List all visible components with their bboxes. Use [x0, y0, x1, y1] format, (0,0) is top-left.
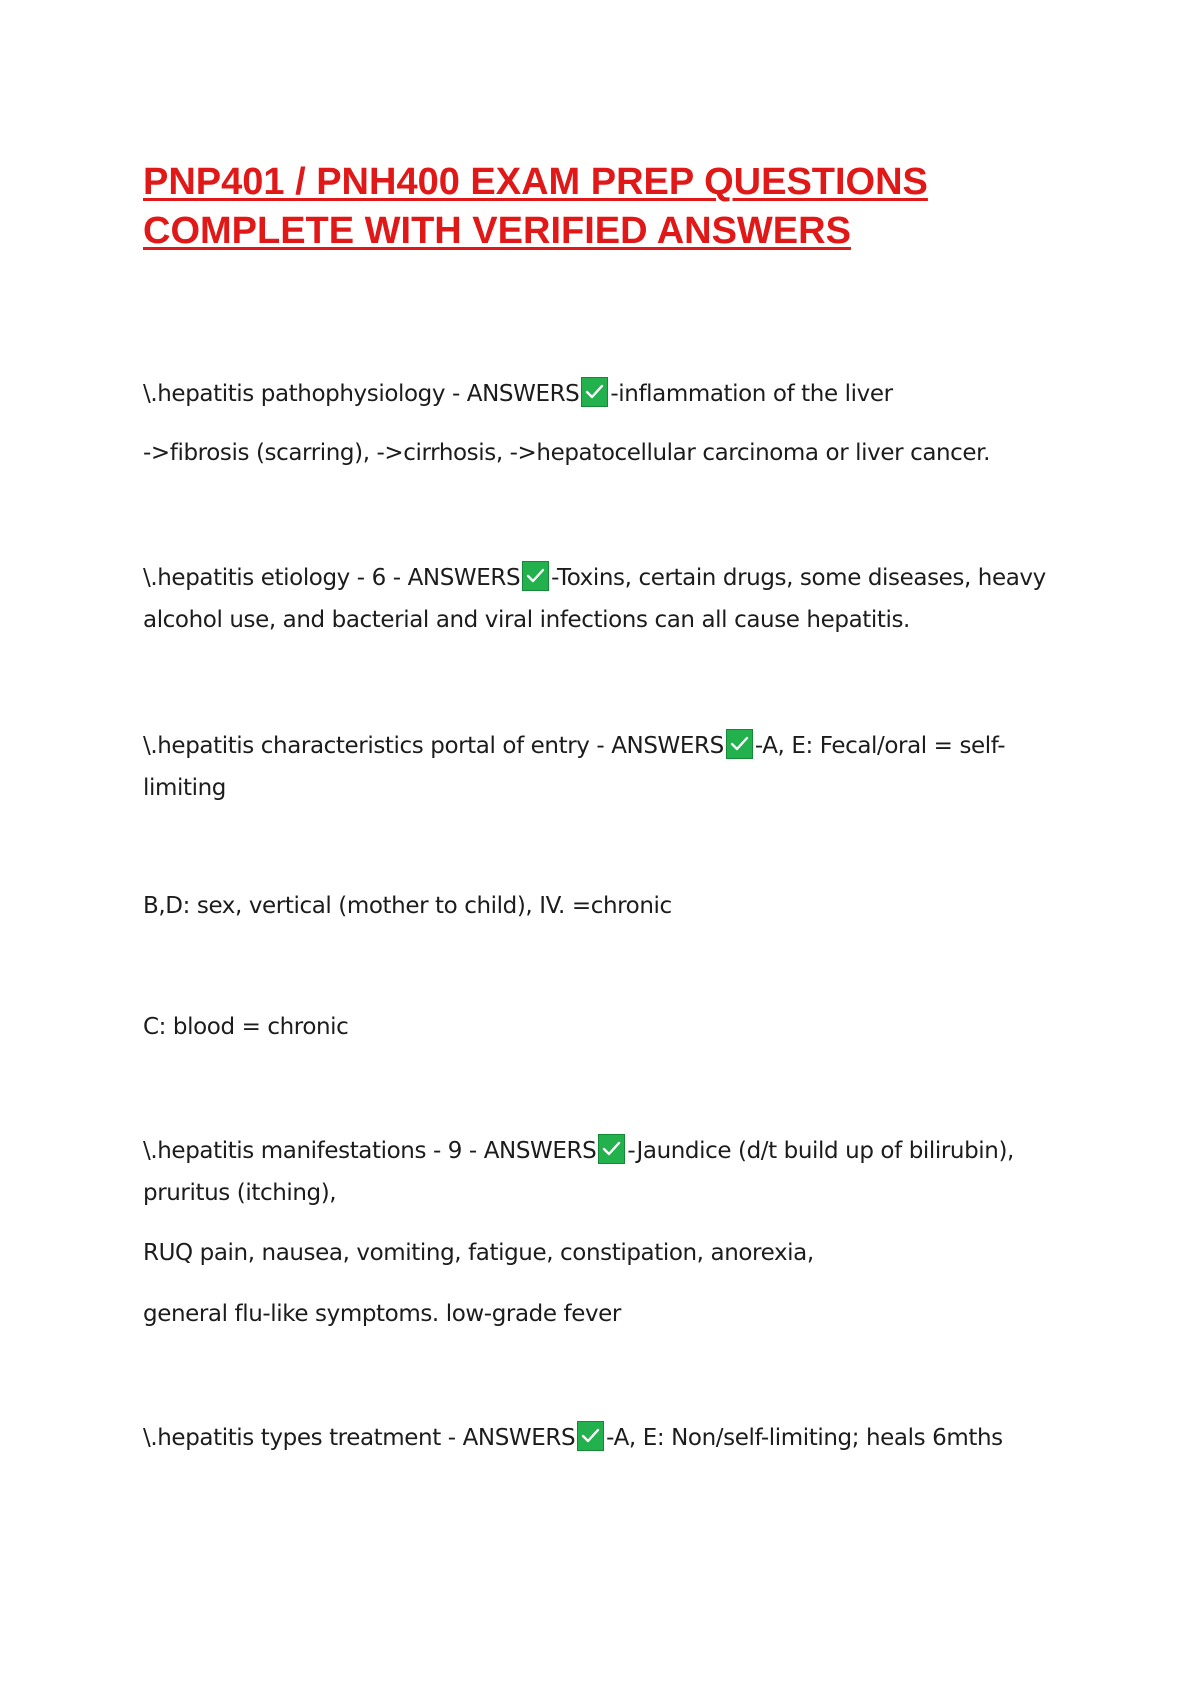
answer-text: -Jaundice (d/t build up of bilirubin), — [627, 1138, 1014, 1164]
question-text: \.hepatitis types treatment - ANSWERS — [143, 1425, 576, 1451]
answer-text: -A, E: Fecal/oral = self- — [754, 733, 1006, 759]
answer-continuation: limiting — [143, 775, 226, 801]
document-title — [143, 158, 1063, 256]
question-text: \.hepatitis manifestations - 9 - ANSWERS — [143, 1138, 597, 1164]
answer-text: -Toxins, certain drugs, some diseases, heavy — [551, 565, 1046, 591]
answer-continuation: ->fibrosis (scarring), ->cirrhosis, ->hepatocellular carcinoma or liver cancer. — [143, 440, 991, 466]
question-text: \.hepatitis etiology - 6 - ANSWERS — [143, 565, 521, 591]
title-line-1: PNP401 / PNH400 EXAM PREP QUESTIONS — [143, 161, 928, 203]
answer-continuation: RUQ pain, nausea, vomiting, fatigue, constipation, anorexia, — [143, 1240, 814, 1266]
answer-text: -A, E: Non/self-limiting; heals 6mths — [606, 1425, 1003, 1451]
title-line-2: COMPLETE WITH VERIFIED ANSWERS — [143, 210, 851, 252]
qa-question-line — [143, 729, 1005, 761]
green-checkmark-icon — [577, 1421, 604, 1451]
answer-continuation: alcohol use, and bacterial and viral infections can all cause hepatitis. — [143, 607, 910, 633]
answer-text: -inflammation of the liver — [610, 381, 893, 407]
qa-question-line — [143, 561, 1046, 593]
answer-continuation: general flu-like symptoms. low-grade fever — [143, 1301, 621, 1327]
green-checkmark-icon — [581, 377, 608, 407]
green-checkmark-icon — [522, 561, 549, 591]
qa-question-line — [143, 1134, 1014, 1166]
answer-paragraph: C: blood = chronic — [143, 1014, 349, 1040]
qa-question-line — [143, 1421, 1003, 1453]
green-checkmark-icon — [726, 729, 753, 759]
question-text: \.hepatitis characteristics portal of entry - ANSWERS — [143, 733, 724, 759]
answer-paragraph: B,D: sex, vertical (mother to child), IV. =chronic — [143, 893, 672, 919]
green-checkmark-icon — [598, 1134, 625, 1164]
question-text: \.hepatitis pathophysiology - ANSWERS — [143, 381, 580, 407]
answer-continuation: pruritus (itching), — [143, 1180, 337, 1206]
qa-question-line — [143, 377, 893, 409]
